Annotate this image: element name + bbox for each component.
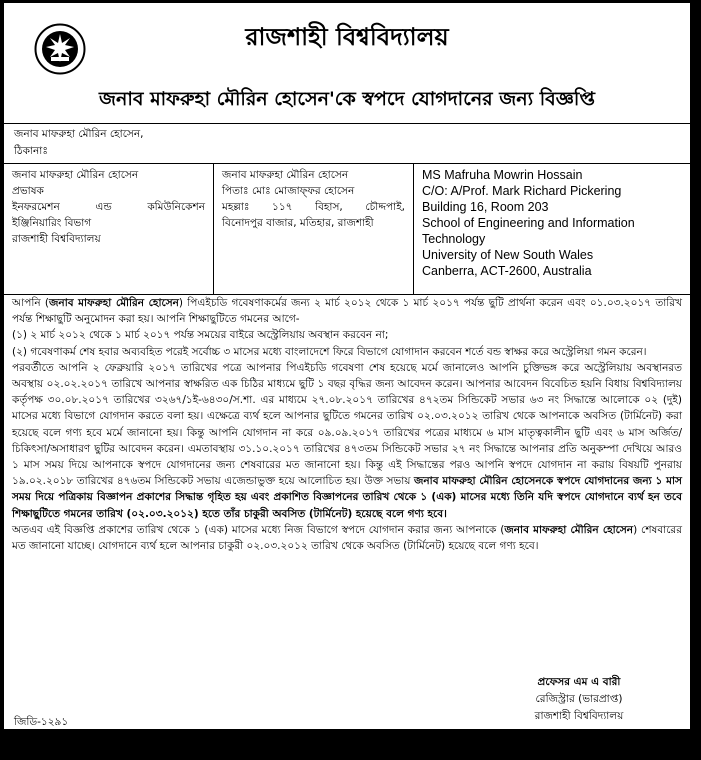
home-line: জনাব মাফরুহা মৌরিন হোসেন bbox=[222, 169, 349, 181]
office-line: প্রভাষক bbox=[12, 185, 44, 197]
recipient-name-bold: জনাব মাফরুহা মৌরিন হোসেন bbox=[504, 523, 634, 536]
condition-2: (২) গবেষণাকর্ম শেষ হবার অব্যবহিত পরেই সর্বোচ্চ ৩ মাসের মধ্যে বাংলাদেশে ফিরে বিভাগে যোগাদান করবেন শর্তে বন্ড স্বাক্ষর করে অস্ট্রেলিয়া গমন করেন। bbox=[12, 345, 647, 358]
recipient-name-bold: জনাব মাফরুহা মৌরিন হোসেন bbox=[49, 297, 179, 309]
address-table bbox=[4, 163, 690, 295]
home-line: মহল্লাঃ ১১৭ বিহাস, চৌদ্দপাই, bbox=[222, 201, 405, 213]
condition-1: (১) ২ মার্চ ২০১২ থেকে ১ মার্চ ২০১৭ পর্যন্ত সময়ের বাইরে অস্ট্রেলিয়ায় অবস্থান করবেন না; bbox=[12, 329, 389, 342]
notice-body bbox=[4, 295, 690, 554]
address-label: ঠিকানাঃ bbox=[14, 145, 48, 157]
office-line: জনাব মাফরুহা মৌরিন হোসেন bbox=[12, 169, 139, 181]
office-line: রাজশাহী বিশ্ববিদ্যালয় bbox=[12, 233, 101, 245]
university-name: রাজশাহী বিশ্ববিদ্যালয় bbox=[245, 23, 449, 51]
signatory-title: রেজিস্ট্রার (ভারপ্রাপ্ত) bbox=[535, 693, 623, 705]
abroad-line: C/O: A/Prof. Mark Richard Pickering bbox=[422, 184, 622, 198]
paragraph-final bbox=[12, 522, 682, 554]
home-line: বিনোদপুর বাজার, মতিহার, রাজশাহী bbox=[222, 217, 374, 229]
home-address bbox=[214, 164, 414, 294]
text-run: পরবর্তীতে আপনি ২ ফেব্রুয়ারি ২০১৭ তারিখের পত্রে আপনার পিএইচডি গবেষণা শেষ হয়েছে মর্মে জানালেও আপনি চুক্তিভঙ্গ করে অস্ট্রেলিয়ায় অবস্থানরত অবস্থায় ০২.০২.২০১৭ তারিখে আপনার স্বাক্ষরিত এক চিঠির মাধ্যমে ছুটি ১ বছর বৃদ্ধির জন্য আবেদন করেন। আপনার আবেদন বিবেচিত হয়নি বিধায় বিশ্ববিদ্যালয় কর্তৃপক্ষ ৩০.০৮.২০১৭ তারিখের ৩২৬৭/১ই-৬৪৩০/স.শা. এর মাধ্যমে ২৭.০৮.২০১৭ তারিখের ৪৭২তম সিন্ডিকেট সভার ৬৩ নং সিদ্ধান্তে আলোকে ০২ (দুই) মাসের মধ্যে বিভাগে যোগদান করতে বলা হয়। এক্ষেত্রে ব্যর্থ হলে আপনার ছুটিতে গমনের তারিখ ০২.০৩.২০১২ তারিখ থেকে আপনাকে অবসিত (টার্মিনেট) করা হয়েছে বলে গণ্য হবে মর্মে জানানো হয়। কিন্তু আপনি যোগদান না করে ০৯.০৯.২০১৭ তারিখের পত্রের মাধ্যমে ৬ মাস মাতৃত্বকালীন ছুটি এবং ৬ মাস অর্জিত/চিকিৎসা/অসাধারণ ছুটির আবেদন করেন। এমতাবস্থায় ৩১.১০.২০১৭ তারিখের ৪৭৩তম সিন্ডিকেট সভার ২৭ নং সিদ্ধান্তে আপনার প্রতি অনুকম্পা দেখিয়ে আরও ১ মাস সময় দিয়ে আপনাকে স্বপদে যোগদানের জন্য শেষবারের মত জানানো হয়। কিন্তু এই সিদ্ধান্তের পরও আপনি স্বপদে যোগদান না করায় বিষয়টি পুনরায় ১৯.০২.২০১৮ তারিখের ৪৭৬তম সিন্ডিকেট সভায় এজেন্ডাভুক্ত হয়ে আলোচিত হয়। উক্ত সভায় bbox=[12, 361, 682, 488]
abroad-address bbox=[414, 164, 690, 294]
signatory-org: রাজশাহী বিশ্ববিদ্যালয় bbox=[534, 710, 624, 722]
signatory-name: প্রফেসর এম এ বারী bbox=[537, 676, 621, 688]
notice-title: জনাব মাফরুহা মৌরিন হোসেন'কে স্বপদে যোগদানের জন্য বিজ্ঞপ্তি bbox=[99, 88, 595, 110]
text-run: অতএব এই বিজ্ঞপ্তি প্রকাশের তারিখ থেকে ১ (এক) মাসের মধ্যে নিজ বিভাগে স্বপদে যোগদান করার জন্য আপনাকে ( bbox=[12, 523, 505, 536]
abroad-line: MS Mafruha Mowrin Hossain bbox=[422, 168, 583, 182]
text-run: ) পিএইচডি গবেষণাকর্মের জন্য ২ মার্চ ২০১২ থেকে ১ মার্চ ২০১৭ পর্যন্ত ছুটি প্রার্থনা করেন এবং ০১.০৩.২০১৭ তারিখ পর্যন্ত শিক্ষাছুটি অনুমোদন করা হয়। আপনি শিক্ষাছুটিতে গমনের আগে- bbox=[12, 297, 682, 326]
paragraph-history bbox=[12, 360, 682, 522]
decision-bold: জনাব মাফরুহা মৌরিন হোসেনকে স্বপদে যোগদানের জন্য ১ মাস সময় দিয়ে পত্রিকায় বিজ্ঞাপন প্রকাশের সিদ্ধান্ত গৃহিত হয় এবং প্রকাশিত বিজ্ঞাপনের তারিখ থেকে ১ (এক) মাসের মধ্যে তিনি যদি স্বপদে যোগদানে ব্যর্থ হন তবে শিক্ষাছুটিতে গমনের তারিখ (০২.০৩.২০১২) হতে তাঁর চাকুরী অবসিত (টার্মিনেট) হয়েছে বলে গণ্য হবে। bbox=[12, 475, 682, 520]
office-line: ইঞ্জিনিয়ারিং বিভাগ bbox=[12, 217, 92, 229]
abroad-line: Canberra, ACT-2600, Australia bbox=[422, 264, 592, 278]
office-address bbox=[4, 164, 214, 294]
notice-page bbox=[3, 2, 691, 730]
text-run: আপনি ( bbox=[12, 297, 50, 309]
home-line: পিতাঃ মোঃ মোজাফ্ফর হোসেন bbox=[222, 185, 355, 197]
abroad-line: University of New South Wales bbox=[422, 248, 594, 262]
paragraph-leave bbox=[12, 295, 682, 327]
text-run: ) শেষবারের মত জানানো যাচ্ছে। যোগদানে ব্যর্থ হলে আপনার চাকুরী ০২.০৩.২০১২ তারিখ থেকে অবসিত (টার্মিনেট) হয়েছে বলে গণ্য হবে। bbox=[12, 523, 682, 553]
office-line: ইনফরমেশন এন্ড কমিউনিকেশন bbox=[12, 201, 205, 213]
abroad-line: School of Engineering and Information bbox=[422, 216, 635, 230]
reference-number: জিডি-১২৯১ bbox=[14, 716, 69, 728]
notice-header bbox=[4, 3, 690, 124]
abroad-line: Building 16, Room 203 bbox=[422, 200, 549, 214]
recipient-name: জনাব মাফরুহা মৌরিন হোসেন, bbox=[14, 128, 144, 140]
abroad-line: Technology bbox=[422, 232, 486, 246]
